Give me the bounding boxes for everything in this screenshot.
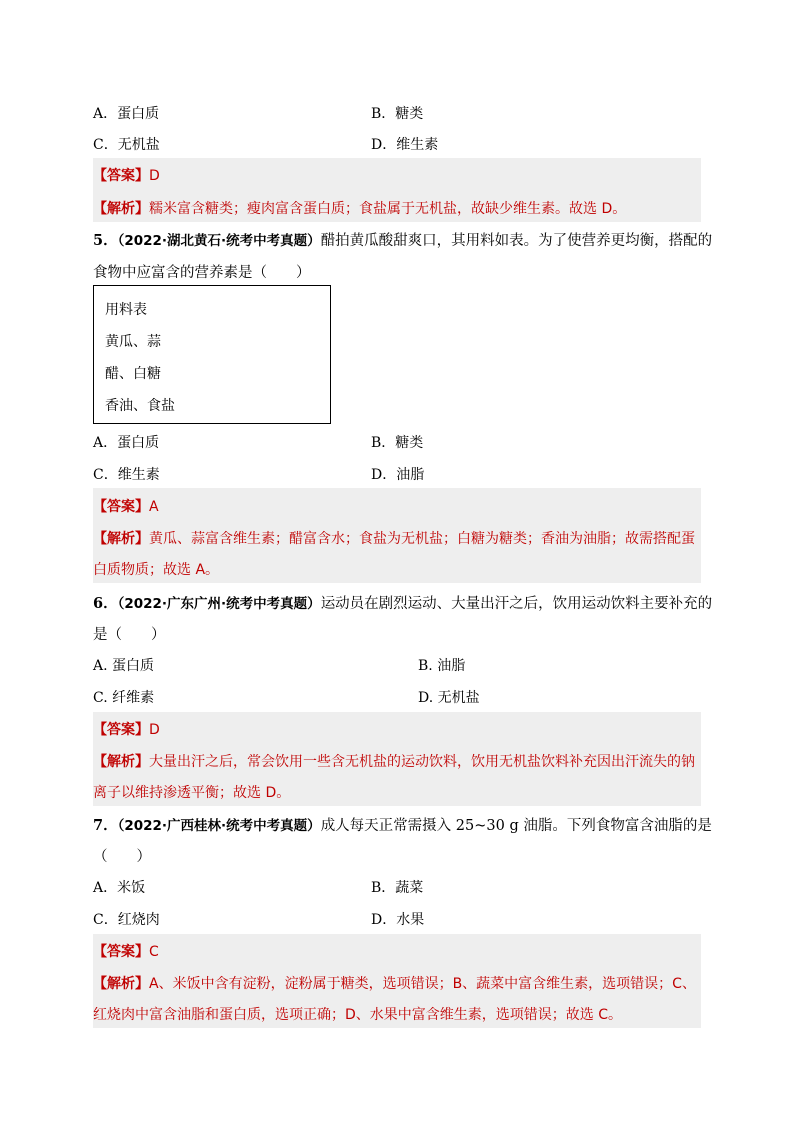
q6-answer-label: 【答案】	[93, 722, 149, 738]
q6-option-a: A. 蛋白质	[93, 658, 155, 674]
q7-answer-block	[93, 934, 701, 1028]
q4-option-a: A．蛋白质	[93, 106, 160, 122]
q6-analysis-line-1	[93, 751, 695, 771]
q7-analysis-text-2: 红烧肉中富含油脂和蛋白质，选项正确；D、水果中富含维生素，选项错误；故选 C。	[93, 1007, 623, 1023]
q5-analysis-text-1: 黄瓜、蒜富含维生素；醋富含水；食盐为无机盐；白糖为糖类；香油为油脂；故需搭配蛋	[149, 531, 695, 547]
q6-answer-value: D	[149, 722, 160, 738]
q5-source: （2022·湖北黄石·统考中考真题）	[117, 233, 321, 249]
q7-analysis-line-1	[93, 973, 696, 993]
q4-analysis-text: 糯米富含糖类；瘦肉富含蛋白质；食盐属于无机盐，故缺少维生素。故选 D。	[149, 201, 627, 217]
q5-option-c: C．维生素	[93, 467, 160, 483]
q7-source: （2022·广西桂林·统考中考真题）	[117, 818, 321, 834]
q7-option-d: D．水果	[371, 912, 425, 928]
ingredient-row-2: 醋、白糖	[105, 366, 161, 382]
q6-option-b: B. 油脂	[418, 658, 466, 674]
q6-option-d: D. 无机盐	[418, 690, 480, 706]
q5-stem-line-2: 食物中应富含的营养素是（ ）	[93, 265, 311, 281]
q7-number: 7．	[93, 817, 118, 834]
q7-stem-text: 成人每天正常需摄入 25~30 g 油脂。下列食物富含油脂的是	[320, 818, 712, 834]
q7-stem-line-1	[93, 814, 712, 835]
q4-answer-block	[93, 158, 701, 222]
q7-option-c: C．红烧肉	[93, 912, 160, 928]
q5-option-d: D．油脂	[371, 467, 425, 483]
q7-analysis-line-2	[93, 1004, 622, 1024]
q6-answer-block	[93, 712, 701, 806]
q6-source: （2022·广东广州·统考中考真题）	[117, 596, 321, 612]
q5-stem-text: 醋拍黄瓜酸甜爽口，其用料如表。为了使营养更均衡，搭配的	[320, 233, 713, 249]
q4-option-d: D．维生素	[371, 137, 439, 153]
q6-analysis-line-2	[93, 782, 290, 802]
q7-option-a: A．米饭	[93, 880, 146, 896]
q4-option-b: B．糖类	[371, 106, 424, 122]
q4-answer-value: D	[149, 168, 160, 184]
q6-analysis-text-1: 大量出汗之后，常会饮用一些含无机盐的运动饮料，饮用无机盐饮料补充因出汗流失的钠	[149, 754, 695, 770]
q6-number: 6．	[93, 595, 118, 612]
q7-option-b: B．蔬菜	[371, 880, 424, 896]
q5-option-a: A．蛋白质	[93, 435, 160, 451]
q5-number: 5．	[93, 232, 118, 249]
q7-stem-line-2: （ ）	[93, 849, 151, 865]
q6-stem-line-1	[93, 592, 712, 613]
q4-answer-label: 【答案】	[93, 168, 149, 184]
q5-answer	[93, 496, 159, 516]
q4-analysis-label: 【解析】	[93, 201, 149, 217]
q4-answer	[93, 165, 160, 185]
q6-answer	[93, 719, 160, 739]
q6-option-c: C. 纤维素	[93, 690, 155, 706]
q5-answer-value: A	[149, 499, 159, 515]
ingredient-table	[93, 285, 331, 424]
q5-answer-label: 【答案】	[93, 499, 149, 515]
q6-analysis-text-2: 离子以维持渗透平衡；故选 D。	[93, 785, 291, 801]
q5-analysis-line-1	[93, 528, 695, 548]
q7-analysis-label: 【解析】	[93, 976, 149, 992]
ingredient-table-title: 用料表	[105, 302, 147, 318]
q7-analysis-text-1: A、米饭中含有淀粉，淀粉属于糖类，选项错误；B、蔬菜中富含维生素，选项错误；C、	[149, 976, 696, 992]
q5-stem-line-1	[93, 229, 712, 250]
q6-stem-line-2: 是（ ）	[93, 627, 166, 643]
q5-analysis-text-2: 白质物质；故选 A。	[93, 562, 220, 578]
q4-option-c: C．无机盐	[93, 137, 160, 153]
q6-stem-text: 运动员在剧烈运动、大量出汗之后，饮用运动饮料主要补充的	[320, 596, 713, 612]
q7-answer-label: 【答案】	[93, 944, 149, 960]
q5-analysis-label: 【解析】	[93, 531, 149, 547]
q5-option-b: B．糖类	[371, 435, 424, 451]
q7-answer	[93, 941, 159, 961]
ingredient-row-1: 黄瓜、蒜	[105, 334, 161, 350]
ingredient-row-3: 香油、食盐	[105, 398, 175, 414]
q7-answer-value: C	[149, 944, 159, 960]
q5-answer-block	[93, 488, 701, 583]
q5-analysis-line-2	[93, 559, 219, 579]
q6-analysis-label: 【解析】	[93, 754, 149, 770]
q4-analysis	[93, 198, 626, 218]
